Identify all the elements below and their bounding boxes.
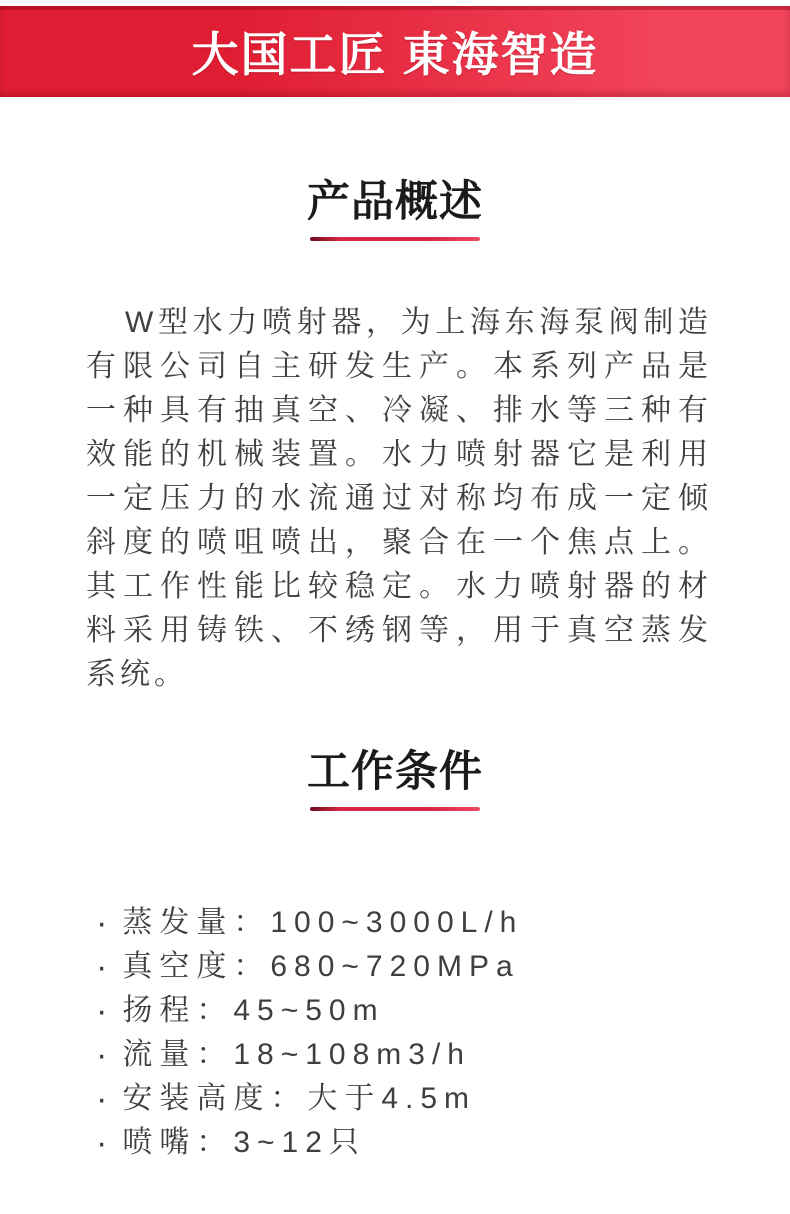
spec-list [96, 901, 790, 1165]
spec-item [96, 989, 790, 1033]
spec-item [96, 945, 790, 989]
brand-banner [0, 6, 790, 97]
overview-heading-underline [310, 237, 480, 241]
overview-paragraph [86, 301, 712, 697]
paragraph-line: 料采用铸铁、不绣钢等，用于真空蒸发 [86, 614, 712, 647]
paragraph-line: 效能的机械装置。水力喷射器它是利用 [86, 438, 712, 471]
section-working-conditions [0, 743, 790, 1165]
bullet-icon: · [96, 992, 115, 1030]
paragraph-line: 其工作性能比较稳定。水力喷射器的材 [86, 570, 712, 603]
paragraph-line: 有限公司自主研发生产。本系列产品是 [86, 350, 712, 383]
spec-text-flow: 流量：18~108m3/h [122, 1038, 471, 1071]
spec-item [96, 901, 790, 945]
spec-item [96, 1033, 790, 1077]
bullet-icon: · [96, 1036, 115, 1074]
spec-item [96, 1077, 790, 1121]
paragraph-line: 一种具有抽真空、冷凝、排水等三种有 [86, 394, 712, 427]
bullet-icon: · [96, 1124, 115, 1162]
overview-heading-block [0, 173, 790, 241]
spec-text-vacuum: 真空度：680~720MPa [122, 950, 520, 983]
spec-text-head: 扬程：45~50m [122, 994, 385, 1027]
spec-text-install-height: 安装高度：大于4.5m [122, 1082, 477, 1115]
spec-text-evaporation: 蒸发量：100~3000L/h [122, 906, 524, 939]
section-overview [0, 173, 790, 697]
paragraph-line: 一定压力的水流通过对称均布成一定倾 [86, 482, 712, 515]
bullet-icon: · [96, 948, 115, 986]
paragraph-line: 系统。 [86, 658, 188, 691]
paragraph-line: 斜度的喷咀喷出，聚合在一个焦点上。 [86, 526, 712, 559]
banner-title: 大国工匠 東海智造 [191, 28, 599, 81]
overview-heading: 产品概述 [307, 178, 483, 226]
paragraph-line: W型水力喷射器，为上海东海泵阀制造 [125, 306, 712, 339]
conditions-heading-underline [310, 807, 480, 811]
bullet-icon: · [96, 1080, 115, 1118]
bullet-icon: · [96, 904, 115, 942]
spec-text-nozzles: 喷嘴：3~12只 [122, 1126, 366, 1159]
conditions-heading-block [0, 743, 790, 811]
spec-item [96, 1121, 790, 1165]
conditions-heading: 工作条件 [307, 748, 483, 796]
